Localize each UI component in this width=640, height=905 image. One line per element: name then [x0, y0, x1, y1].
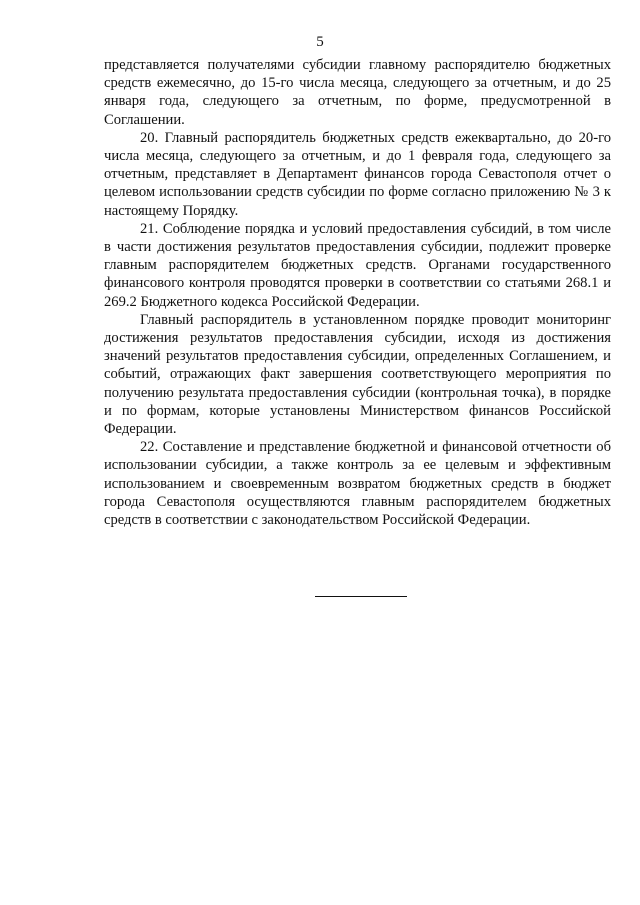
page-number: 5 [316, 34, 324, 50]
paragraph-item-22: 22. Составление и представление бюджетной и финансовой отчетности об использовании субсидии, а также контроль за ее целевым и эффективным использованием и своевременным возвратом бюджетных средств в бюджет города Севастополя осуществляются главным распорядителем бюджетных средств в соответствии с законодательством Российской Федерации. [104, 439, 611, 529]
paragraph-monitoring: Главный распорядитель в установленном порядке проводит мониторинг достижения результатов предоставления субсидии, исходя из достижения значений результатов предоставления субсидии, определенных Соглашением, и событий, отражающих факт завершения соответствующего мероприятия по получению результата предоставления субсидии (контрольная точка), в порядке и по формам, которые установлены Министерством финансов Российской Федерации. [104, 311, 611, 438]
paragraph-continuation: представляется получателями субсидии главному распорядителю бюджетных средств ежемесячно, до 15-го числа месяца, следующего за отчетным, и до 25 января года, следующего за отчетным, по форме, предусмотренной в Соглашении. [104, 57, 611, 128]
document-body [104, 56, 611, 529]
paragraph-item-20: 20. Главный распорядитель бюджетных средств ежеквартально, до 20-го числа месяца, следующего за отчетным, и до 1 февраля года, следующего за отчетным, представляет в Департамент финансов города Севастополя отчет о целевом использовании средств субсидии по форме согласно приложению № 3 к настоящему Порядку. [104, 129, 611, 219]
end-of-document-rule [315, 596, 407, 597]
paragraph-item-21: 21. Соблюдение порядка и условий предоставления субсидий, в том числе в части достижения результатов предоставления субсидии, подлежит проверке главным распорядителем бюджетных средств. Органами государственного финансового контроля проводятся проверки в соответствии со статьями 268.1 и 269.2 Бюджетного кодекса Российской Федерации. [104, 220, 611, 310]
